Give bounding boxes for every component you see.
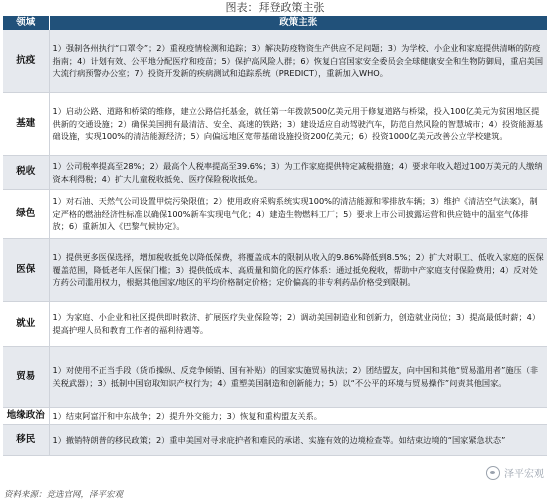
row-category: 移民 bbox=[3, 425, 49, 456]
wechat-icon bbox=[486, 466, 500, 480]
row-policy-text: 1）公司税率提高至28%；2）最高个人税率提高至39.6%；3）为工作家庭提供特定减税措施；4）要求年收入超过100万美元的人缴纳资本利得税；4）扩大儿童税收抵免、医疗保险税收抵免。 bbox=[49, 156, 547, 190]
header-domain: 领域 bbox=[3, 16, 49, 30]
header-policy: 政策主张 bbox=[49, 16, 547, 30]
watermark bbox=[486, 465, 544, 480]
row-category: 医保 bbox=[3, 239, 49, 302]
row-category: 抗疫 bbox=[3, 30, 49, 93]
row-category: 基建 bbox=[3, 93, 49, 156]
row-policy-text: 1）提供更多医保选择，增加税收抵免以降低保费，将覆盖成本的限制从收入的9.86%降低到8.5%；2）扩大对职工、低收入家庭的医保覆盖范围，降低老年人医保门槛；3）提供低成本、高质量和简化的医疗体系：通过抵免税收，帮助中产家庭支付保险费用；4）反对处方药公司滥用权力，根据其他国家/地区的平均价格制定价格；定价偏高的非专利药品价格受到限制。 bbox=[49, 239, 547, 302]
row-category: 绿色 bbox=[3, 190, 49, 239]
figure-title: 图表：拜登政策主张 bbox=[225, 1, 325, 14]
table-row bbox=[3, 190, 547, 239]
row-category: 就业 bbox=[3, 302, 49, 347]
row-policy-text: 1）对石油、天然气公司设置甲烷污染限值；2）使用政府采购系统实现100%的清洁能源和零排放车辆；3）维护《清洁空气法案》，制定严格的燃油经济性标准以确保100%新车实现电气化；4）建造生物燃料工厂；5）要求上市公司披露运营和供应链中的温室气体排放；6）重新加入《巴黎气候协定》。 bbox=[49, 190, 547, 239]
row-policy-text: 1）对使用不正当手段（货币操纵、反竞争倾销、国有补贴）的国家实施贸易执法；2）团结盟友，向中国和其他“贸易滥用者”施压（非关税武器）；3）抵制中国窃取知识产权行为；4）重塑美国制造和创新能力；5）以“不公平的环境与贸易操作”问责其他国家。 bbox=[49, 347, 547, 408]
table-row bbox=[3, 239, 547, 302]
table-row bbox=[3, 302, 547, 347]
row-category: 地缘政治 bbox=[3, 408, 49, 425]
row-policy-text: 1）结束阿富汗和中东战争；2）提升外交能力；3）恢复和重构盟友关系。 bbox=[49, 408, 547, 425]
table-row bbox=[3, 30, 547, 93]
row-policy-text: 1）为家庭、小企业和社区提供即时救济、扩展医疗失业保险等；2）调动美国制造业和创新力，创造就业岗位；3）提高最低时薪；4）提高护理人员和教育工作者的福利待遇等。 bbox=[49, 302, 547, 347]
policy-table bbox=[3, 16, 547, 456]
source-note: 资料来源：竞选官网，泽平宏观 bbox=[4, 490, 124, 500]
table-row bbox=[3, 425, 547, 456]
row-category: 税收 bbox=[3, 156, 49, 190]
row-category: 贸易 bbox=[3, 347, 49, 408]
table-header-row bbox=[3, 16, 547, 30]
table-row bbox=[3, 93, 547, 156]
watermark-text: 泽平宏观 bbox=[504, 469, 544, 480]
table-row bbox=[3, 408, 547, 425]
row-policy-text: 1）撤销特朗普的移民政策；2）重申美国对寻求庇护者和难民的承诺、实施有效的边境检查等。如结束边境的“国家紧急状态” bbox=[49, 425, 547, 456]
table-row bbox=[3, 156, 547, 190]
row-policy-text: 1）强制各州执行“口罩令”；2）重视疫情检测和追踪；3）解决防疫物资生产供应不足问题；3）为学校、小企业和家庭提供清晰的防疫指南；4）计划有效、公平地分配医疗和疫苗；5）保护高风险人群；6）恢复白宫国家安全委员会全球健康安全和生物防御局，重启美国大流行病预警办公室；7）投资开发新的疾病测试和追踪系统（PREDICT），重新加入WHO。 bbox=[49, 30, 547, 93]
row-policy-text: 1）启动公路、道路和桥梁的维修，建立公路信托基金，就任第一年拨款500亿美元用于修复道路与桥梁，投入100亿美元为贫困地区提供新的交通设施；2）确保美国拥有最清洁、安全、高速的铁路；3）建设适应自动驾驶汽车，防范自然风险的智慧城市；4）投资能源基础设施，实现100%的清洁能源经济；5）向偏远地区宽带基础设施投资200亿美元；6）投资1000亿美元改善公立学校建筑。 bbox=[49, 93, 547, 156]
table-row bbox=[3, 347, 547, 408]
